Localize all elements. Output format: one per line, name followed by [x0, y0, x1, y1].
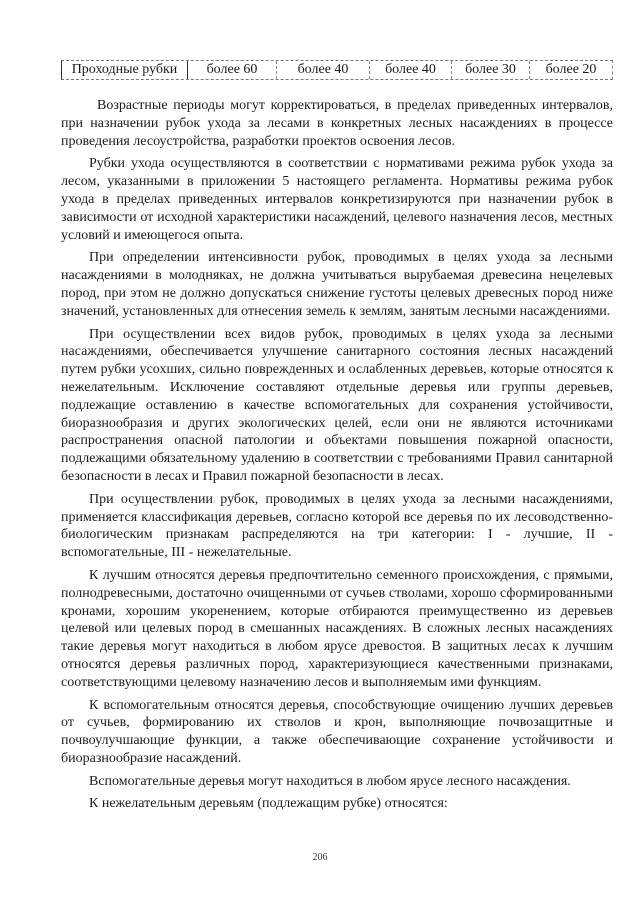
- paragraph: При осуществлении рубок, проводимых в целях ухода за лесными насаждениями, применяется классификация деревьев, согласно которой все деревья по их лесоводственно-биологическим признакам распределяются на три категории: I - лучшие, II - вспомогательные, III - нежелательные.: [61, 491, 613, 561]
- paragraph: При определении интенсивности рубок, проводимых в целях ухода за лесными насаждениями в молодняках, не должна учитываться вырубаемая древесина нецелевых пород, при этом не должно допускаться снижение густоты целевых древесных пород ниже значений, установленных для отнесения земель к землям, занятым лесными насаждениями.: [61, 250, 613, 319]
- table-cell: более 30: [452, 61, 530, 79]
- page-number: 206: [312, 852, 328, 863]
- paragraph: Рубки ухода осуществляются в соответствии с нормативами режима рубок ухода за лесом, указанными в приложении 5 настоящего регламента. Нормативы режима рубок ухода в пределах приведенных интервалов конкретизируются при назначении рубок в зависимости от исходной характеристики насаждений, целевого назначения лесов, местных условий и имеющегося опыта.: [61, 156, 613, 243]
- body-text: [61, 97, 613, 818]
- paragraph: К лучшим относятся деревья предпочтительно семенного происхождения, с прямыми, полнодревесными, достаточно очищенными от сучьев стволами, хорошо сформированными кронами, хорошим укоренением, которые отбираются преимущественно из деревьев целевой или целевых пород в смешанных насаждениях. В сложных лесных насаждениях такие деревья могут находиться в любом ярусе древостоя. В защитных лесах к лучшим относятся деревья различных пород, характеризующиеся качественными признаками, соответствующими целевому назначению лесов и выполняемым ими функциям.: [61, 567, 613, 690]
- table-cell: более 20: [545, 62, 597, 77]
- table-cell: более 40: [370, 61, 452, 79]
- paragraph: Возрастные периоды могут корректироваться, в пределах приведенных интервалов, при назначении рубок ухода за лесами в конкретных лесных насаждениях в процессе проведения лесоустройства, разработки проектов освоения лесов.: [61, 98, 613, 149]
- paragraph: К вспомогательным относятся деревья, способствующие очищению лучших деревьев от сучьев, формированию их стволов и крон, выполняющие почвозащитные и почвоулучшающие функции, а также обеспечивающие сохранение устойчивости и биоразнообразие насаждений.: [61, 697, 613, 766]
- table-row: [61, 60, 613, 80]
- table-cell: более 40: [277, 61, 370, 79]
- table-cell-label: Проходные рубки: [62, 61, 188, 79]
- paragraph: К нежелательным деревьям (подлежащим рубке) относятся:: [89, 796, 448, 812]
- paragraph: При осуществлении всех видов рубок, проводимых в целях ухода за лесными насаждениями, обеспечивается улучшение санитарного состояния лесных насаждений путем рубки усохших, сильно поврежденных и ослабленных деревьев, которые относятся к нежелательным. Исключение составляют отдельные деревья или группы деревьев, подлежащие оставлению в качестве вспомогательных для сохранения устойчивости, биоразнообразия и других экологических целей, если они не являются источниками распространения опасной патологии и объектами повышения пожарной опасности, подлежащими обязательному удалению в соответствии с требованиями Правил санитарной безопасности в лесах и Правил пожарной безопасности в лесах.: [61, 326, 613, 484]
- table-cell: более 60: [188, 61, 277, 79]
- paragraph: Вспомогательные деревья могут находиться в любом ярусе лесного насаждения.: [89, 773, 571, 789]
